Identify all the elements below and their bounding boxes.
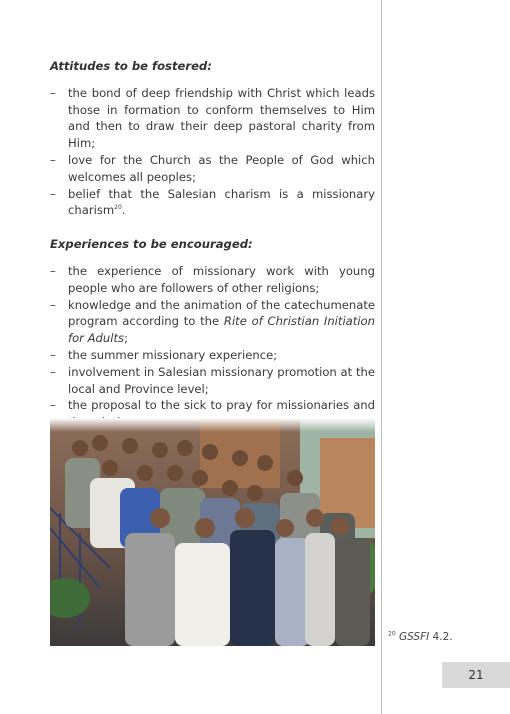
list-item-text: the bond of deep friendship with Christ which leads those in formation to conform themselves to Him and then to draw their deep pastoral charity from Him;: [68, 85, 375, 151]
bullet-dash: –: [50, 85, 56, 100]
list-item: [50, 297, 375, 347]
margin-divider: [381, 0, 382, 714]
bullet-dash: –: [50, 263, 56, 278]
bullet-dash: –: [50, 152, 56, 167]
list-item-text: the experience of missionary work with young people who are followers of other religions;: [68, 263, 375, 295]
experiences-list: [50, 263, 375, 431]
list-item-text: belief that the Salesian charism is a missionary charism: [68, 186, 375, 218]
bullet-dash: –: [50, 297, 56, 312]
list-item-text: the proposal to the sick to pray for missionaries and: [68, 398, 375, 413]
section-heading-attitudes: Attitudes to be fostered:: [50, 59, 212, 73]
footnote-source: GSSFI: [398, 631, 430, 643]
list-item: [50, 85, 375, 152]
list-item: [50, 347, 375, 364]
main-text-column: [50, 58, 375, 431]
list-item-text: knowledge and the animation of the catechumenate program according to the: [68, 297, 375, 329]
bullet-dash: –: [50, 186, 56, 201]
bullet-dash: –: [50, 364, 56, 379]
section-heading-experiences: Experiences to be encouraged:: [50, 237, 253, 252]
group-photo: [50, 418, 375, 646]
page-number: 21: [442, 662, 510, 688]
footnote: [388, 631, 453, 643]
bullet-dash: –: [50, 347, 56, 362]
list-item-text: the summer missionary experience;: [68, 347, 278, 362]
list-item-text: involvement in Salesian missionary promotion at the local and Province level;: [68, 364, 375, 396]
list-item-text: love for the Church as the People of God which welcomes all peoples;: [68, 152, 375, 184]
list-item: [50, 263, 375, 297]
rite-title: Rite of Christian Initiation for Adults: [68, 314, 375, 346]
list-item: [50, 152, 375, 186]
footnote-number: 20: [388, 630, 396, 638]
list-item: [50, 186, 375, 220]
footnote-marker: 20: [114, 204, 122, 212]
list-item-end: .: [121, 203, 126, 218]
list-item-end: ;: [124, 331, 128, 346]
attitudes-list: [50, 85, 375, 219]
list-item: [50, 364, 375, 398]
footnote-ref: 4.2.: [429, 631, 453, 643]
bullet-dash: –: [50, 398, 56, 413]
